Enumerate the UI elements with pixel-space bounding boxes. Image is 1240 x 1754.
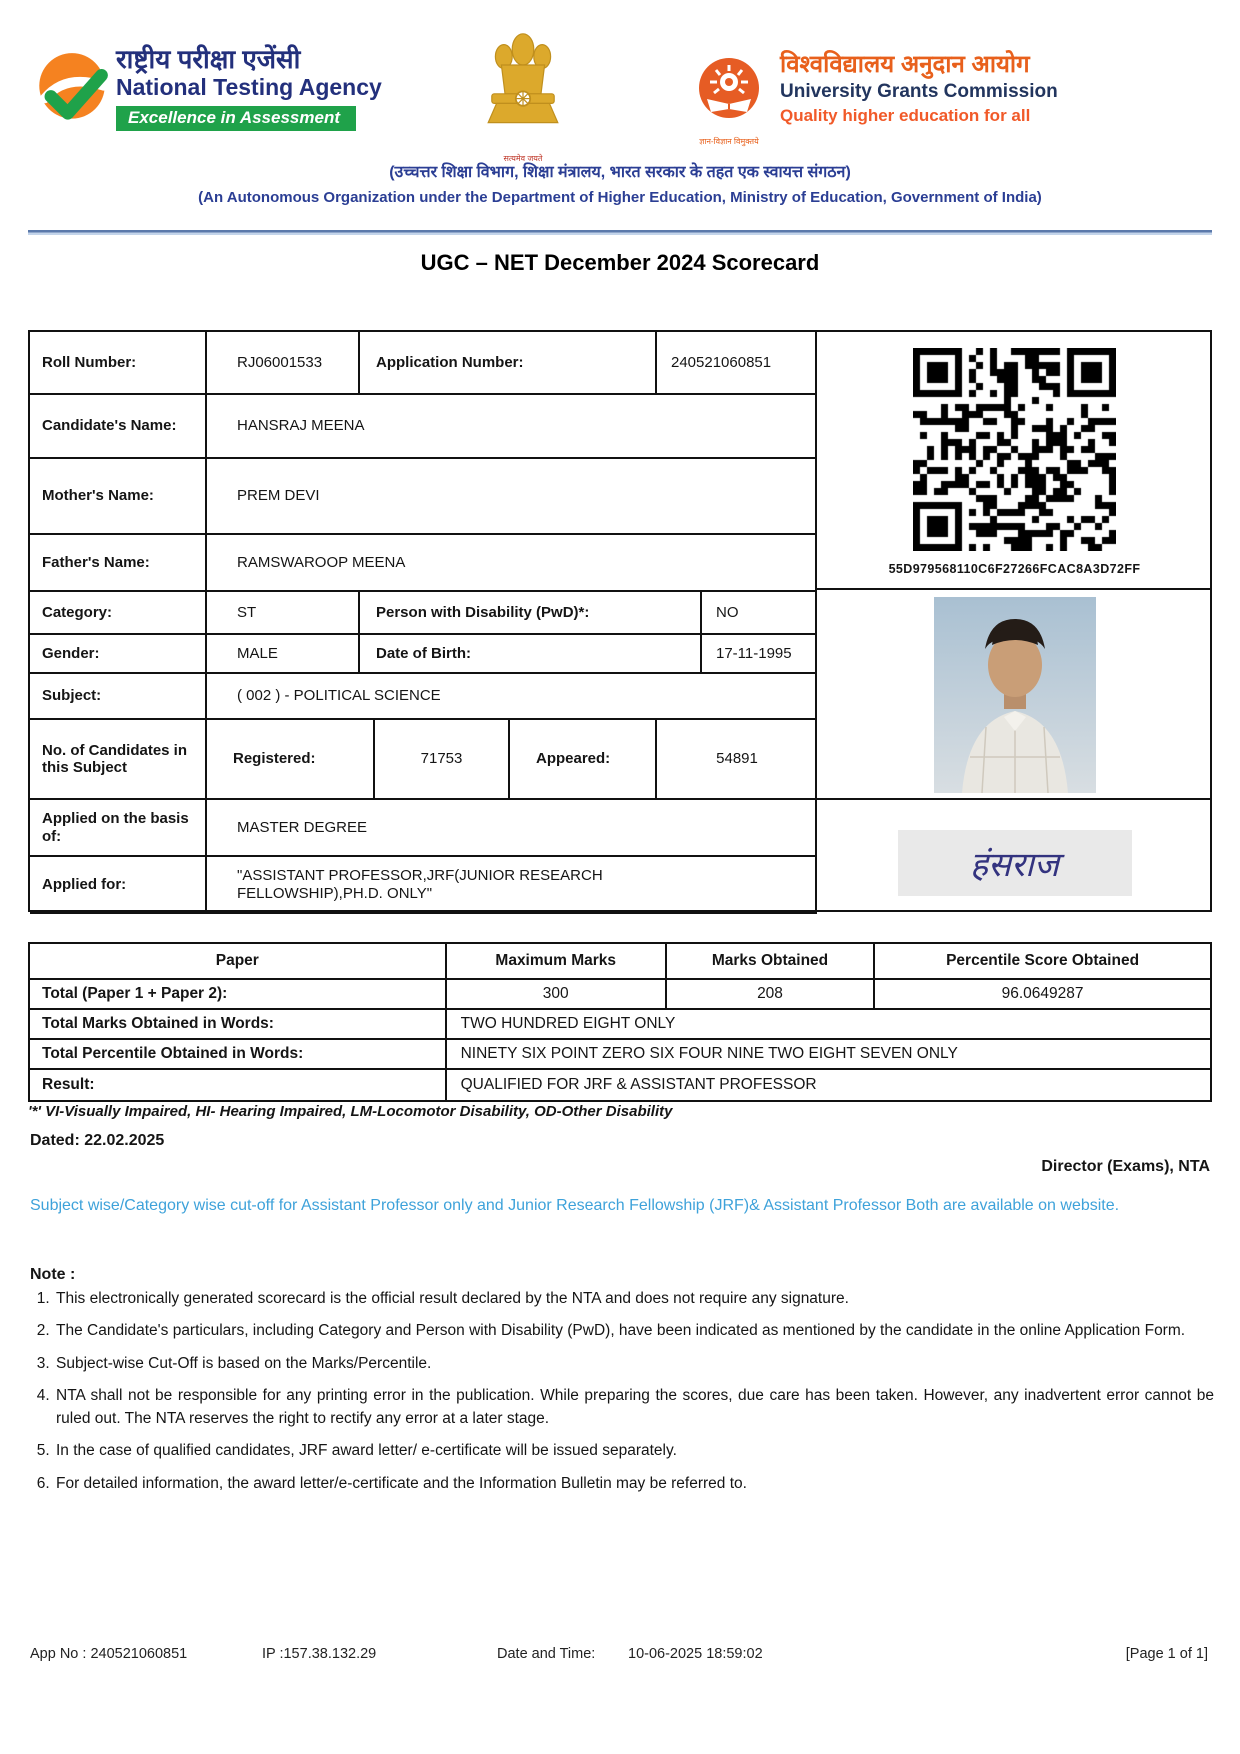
appeared-label: Appeared: [510, 720, 657, 798]
subject-value: ( 002 ) - POLITICAL SCIENCE [237, 687, 441, 705]
applied-for-label: Applied for: [30, 857, 207, 912]
notes-list [30, 1288, 1214, 1505]
emblem-motto: सत्यमेव जयते [503, 154, 543, 163]
row-applied-basis [30, 800, 817, 857]
max-marks-value: 300 [447, 980, 667, 1008]
nta-title-block [116, 46, 382, 131]
candidate-signature: हंसराज [970, 846, 1059, 884]
father-name-label: Father's Name: [30, 535, 207, 590]
signatory-line: Director (Exams), NTA [1041, 1158, 1210, 1175]
right-column [815, 332, 1212, 910]
row-candidate-name [30, 395, 817, 459]
note-item-5: 5. In the case of qualified candidates, JRF award letter/ e-certificate will be issued separately. [54, 1440, 1214, 1462]
note-item-6: 6. For detailed information, the award letter/e-certificate and the Information Bulletin may be referred to. [54, 1473, 1214, 1495]
applied-for-value: "ASSISTANT PROFESSOR,JRF(JUNIOR RESEARCH FELLOWSHIP),PH.D. ONLY" [237, 867, 603, 902]
col-header-marks-obtained: Marks Obtained [667, 944, 875, 978]
subject-label: Subject: [30, 674, 207, 718]
footer-app-no: App No : 240521060851 [30, 1646, 188, 1662]
ugc-name-english: University Grants Commission [780, 81, 1058, 103]
qr-cell [817, 332, 1212, 590]
footer-datetime-label: Date and Time: [497, 1646, 596, 1662]
applied-basis-label: Applied on the basis of: [30, 800, 207, 855]
total-label: Total (Paper 1 + Paper 2): [30, 980, 447, 1008]
percentile-words-label: Total Percentile Obtained in Words: [30, 1040, 447, 1068]
col-header-max-marks: Maximum Marks [447, 944, 667, 978]
marks-words-row [30, 1010, 1210, 1040]
percentile-value: 96.0649287 [1001, 985, 1084, 1002]
pwd-label: Person with Disability (PwD)*: [360, 592, 702, 633]
dob-value: 17-11-1995 [716, 644, 792, 662]
nta-name-english: National Testing Agency [116, 74, 382, 101]
note-item-2: 2. The Candidate's particulars, including Category and Person with Disability (PwD), have been indicated as mentioned by the candidate in the online Application Form. [54, 1320, 1214, 1342]
percentile-words-value: NINETY SIX POINT ZERO SIX FOUR NINE TWO EIGHT SEVEN ONLY [460, 1045, 958, 1062]
signature-cell [817, 830, 1212, 938]
candidate-photo [934, 597, 1096, 793]
disability-footnote: '*' VI-Visually Impaired, HI- Hearing Impaired, LM-Locomotor Disability, OD-Other Disability [28, 1103, 673, 1120]
ugc-title-block [780, 52, 1058, 126]
qr-code [913, 348, 1116, 551]
result-value: QUALIFIED FOR JRF & ASSISTANT PROFESSOR [460, 1076, 817, 1093]
ashoka-emblem-icon [475, 28, 571, 150]
mother-name-value: PREM DEVI [237, 487, 320, 505]
signature-box [898, 830, 1132, 896]
row-applied-for [30, 857, 817, 914]
gender-value: MALE [207, 635, 360, 672]
row-candidate-counts [30, 720, 817, 800]
footer-page-number: [Page 1 of 1] [1125, 1646, 1208, 1662]
ashoka-emblem [468, 28, 578, 164]
col-header-paper: Paper [30, 944, 447, 978]
nta-name-hindi: राष्ट्रीय परीक्षा एजेंसी [116, 44, 301, 74]
nta-logo [34, 50, 110, 131]
category-label: Category: [30, 592, 207, 633]
applied-basis-value: MASTER DEGREE [237, 818, 368, 836]
autonomy-line-hindi: (उच्चत्तर शिक्षा विभाग, शिक्षा मंत्रालय, भारत सरकार के तहत एक स्वायत्त संगठन) [389, 164, 851, 181]
ugc-name-hindi: विश्वविद्यालय अनुदान आयोग [780, 51, 1030, 78]
roll-number-label: Roll Number: [30, 332, 207, 393]
footer-ip: IP :157.38.132.29 [262, 1646, 377, 1662]
candidates-count-label: No. of Candidates in this Subject [30, 720, 207, 798]
father-name-value: RAMSWAROOP MEENA [237, 553, 406, 571]
result-row [30, 1070, 1210, 1100]
autonomy-line-english: (An Autonomous Organization under the Department of Higher Education, Ministry of Education, Government of India) [198, 189, 1042, 206]
nta-tagline-banner: Excellence in Assessment [116, 106, 356, 131]
page-title: UGC – NET December 2024 Scorecard [420, 250, 820, 275]
mother-name-label: Mother's Name: [30, 459, 207, 533]
header-divider [28, 230, 1212, 235]
marks-obtained-value: 208 [667, 980, 875, 1008]
footer-datetime-value: 10-06-2025 18:59:02 [628, 1646, 763, 1662]
ugc-logo-icon [689, 52, 769, 132]
row-subject [30, 674, 817, 720]
nta-logo-icon [34, 50, 110, 126]
marks-words-label: Total Marks Obtained in Words: [30, 1010, 447, 1038]
result-label: Result: [30, 1070, 447, 1100]
marks-table [28, 942, 1212, 1102]
ugc-logo [688, 52, 770, 147]
row-mother-name [30, 459, 817, 535]
candidate-name-label: Candidate's Name: [30, 395, 207, 457]
qr-checksum: 55D979568110C6F27266FCAC8A3D72FF [888, 562, 1141, 576]
ugc-tagline: Quality higher education for all [780, 106, 1031, 126]
note-item-3: 3. Subject-wise Cut-Off is based on the Marks/Percentile. [54, 1353, 1214, 1375]
col-header-percentile: Percentile Score Obtained [946, 952, 1140, 969]
dated-line: Dated: 22.02.2025 [30, 1132, 165, 1149]
marks-words-value: TWO HUNDRED EIGHT ONLY [460, 1015, 676, 1032]
percentile-words-row [30, 1040, 1210, 1070]
row-gender-dob [30, 635, 817, 674]
marks-total-row [30, 980, 1210, 1010]
row-category-pwd [30, 592, 817, 635]
marks-header-row [30, 944, 1210, 980]
note-item-1: 1. This electronically generated scorecard is the official result declared by the NTA and does not require any signature. [54, 1288, 1214, 1310]
gender-label: Gender: [30, 635, 207, 672]
cutoff-notice: Subject wise/Category wise cut-off for Assistant Professor only and Junior Research Fellowship (JRF)& Assistant Professor Both are available on website. [30, 1197, 1120, 1214]
dob-label: Date of Birth: [360, 635, 702, 672]
category-value: ST [207, 592, 360, 633]
note-heading: Note : [30, 1266, 76, 1283]
candidate-info-table [28, 330, 1212, 912]
pwd-value: NO [716, 603, 739, 621]
roll-number-value: RJ06001533 [207, 332, 360, 393]
appeared-value: 54891 [716, 750, 758, 768]
application-number-value: 240521060851 [671, 353, 772, 371]
row-roll-application [30, 332, 817, 395]
row-father-name [30, 535, 817, 592]
registered-value: 71753 [375, 720, 510, 798]
ugc-motto: ज्ञान-विज्ञान विमुक्तये [699, 137, 759, 146]
photo-cell [817, 590, 1212, 800]
candidate-name-value: HANSRAJ MEENA [237, 417, 365, 435]
note-item-4: 4. NTA shall not be responsible for any printing error in the publication. While preparing the scores, due care has been taken. However, any inadvertent error cannot be ruled out. The NTA reserves the right to rectify any error at a later stage. [54, 1385, 1214, 1430]
application-number-label: Application Number: [360, 332, 657, 393]
registered-label: Registered: [207, 720, 375, 798]
